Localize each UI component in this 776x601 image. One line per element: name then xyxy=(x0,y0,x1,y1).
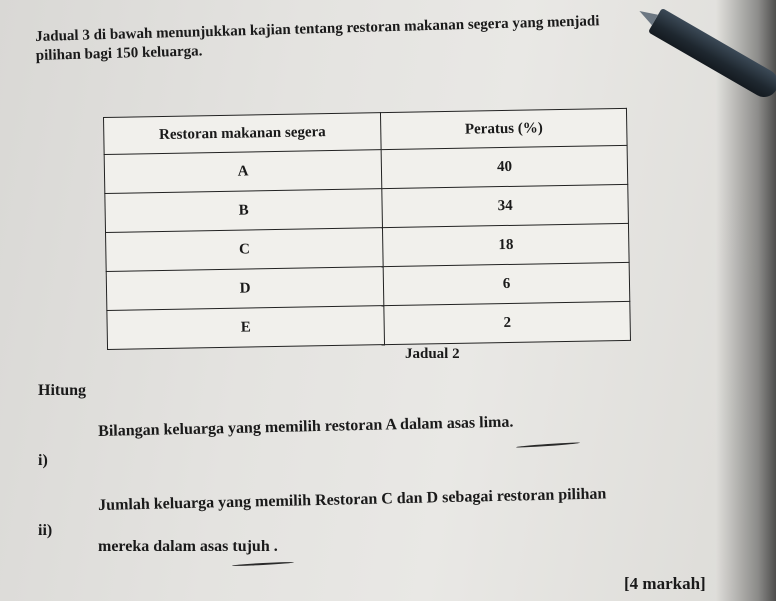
table-cell-peratus: 34 xyxy=(382,184,628,227)
survey-table xyxy=(103,108,631,350)
table-cell-peratus: 40 xyxy=(381,145,627,188)
table-cell-peratus: 2 xyxy=(384,301,630,344)
table-cell-peratus: 6 xyxy=(383,262,629,305)
table-cell-restoran: D xyxy=(106,267,384,311)
column-header-peratus: Peratus (%) xyxy=(381,108,627,149)
table-cell-restoran: E xyxy=(107,306,385,350)
table-cell-restoran: B xyxy=(105,189,383,233)
column-header-restoran: Restoran makanan segera xyxy=(104,113,382,155)
intro-paragraph xyxy=(35,10,676,66)
instruction-heading: Hitung xyxy=(38,382,87,399)
marks-label: [4 markah] xyxy=(624,574,706,593)
table-row xyxy=(107,301,631,349)
table-cell-restoran: A xyxy=(104,150,382,194)
question-1-number: i) xyxy=(38,452,48,469)
handwritten-underline-mark xyxy=(516,442,580,448)
intro-line-1: Jadual 3 di bawah menunjukkan kajian tentang restoran makanan segera yang menjadi xyxy=(35,13,600,45)
question-1-text: Bilangan keluarga yang memilih restoran A dalam asas lima. xyxy=(98,413,514,440)
intro-line-2: pilihan bagi 150 keluarga. xyxy=(35,43,203,64)
question-2-text-line-2: mereka dalam asas tujuh . xyxy=(98,538,278,555)
survey-table-container xyxy=(103,108,631,350)
table-cell-peratus: 18 xyxy=(383,223,629,266)
table-caption: Jadual 2 xyxy=(405,346,460,362)
table-cell-restoran: C xyxy=(106,228,384,272)
question-2-text-line-1: Jumlah keluarga yang memilih Restoran C dan D sebagai restoran pilihan xyxy=(98,485,607,514)
question-2-number: ii) xyxy=(38,522,53,539)
handwritten-underline-mark xyxy=(232,561,294,566)
